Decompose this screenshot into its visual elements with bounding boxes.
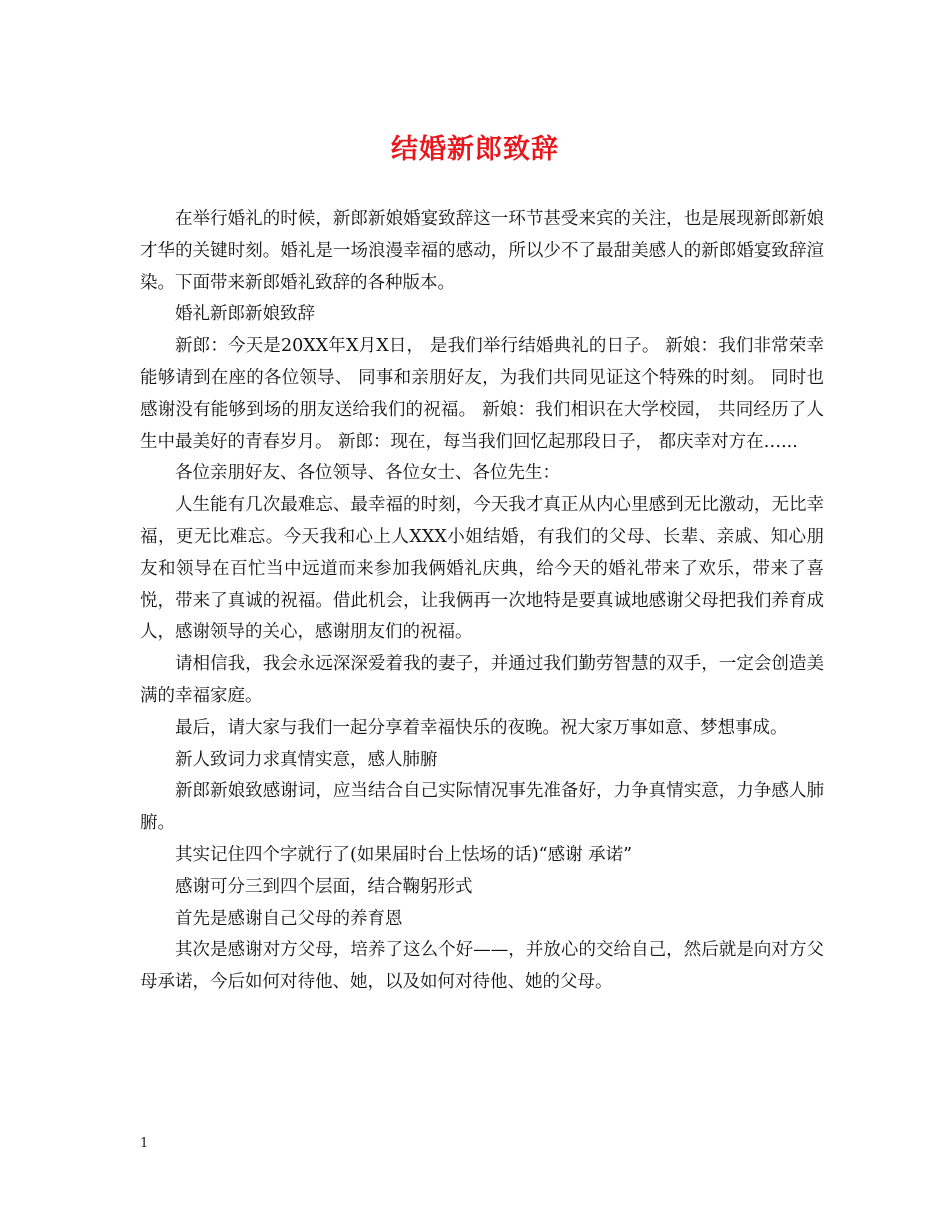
body-paragraph: 新人致词力求真情实意，感人肺腑 [175,749,438,770]
body-paragraph: 新郎：今天是20XX年X月X日， 是我们举行结婚典礼的日子。 新娘：我们非常荣幸能够请到在座的各位领导、 同事和亲朋好友，为我们共同见证这个特殊的时刻。 同时也感谢没有能够到场的朋友送给我们的祝福。 新娘：我们相识在大学校园， 共同经历了人生中最美好的青春岁月。 新郎：现在，每当我们回忆起那段日子， 都庆幸对方在…... [140,336,824,452]
body-paragraph: 首先是感谢自己父母的养育恩 [175,908,403,929]
document-title: 结婚新郎致辞 [391,134,559,165]
body-paragraph: 其实记住四个字就行了(如果届时台上怯场的话)“感谢 承诺” [175,844,633,865]
page-number: 1 [140,1136,149,1151]
body-paragraph: 新郎新娘致感谢词，应当结合自己实际情况事先准备好，力争真情实意，力争感人肺腑。 [140,781,824,834]
body-paragraph: 感谢可分三到四个层面，结合鞠躬形式 [175,876,473,897]
body-paragraph: 其次是感谢对方父母，培养了这么个好——，并放心的交给自己，然后就是向对方父母承诺，今后如何对待他、她，以及如何对待他、她的父母。 [140,940,824,993]
body-paragraph: 人生能有几次最难忘、最幸福的时刻，今天我才真正从内心里感到无比激动，无比幸福，更无比难忘。今天我和心上人XXX小姐结婚，有我们的父母、长辈、亲戚、知心朋友和领导在百忙当中远道而来参加我俩婚礼庆典，给今天的婚礼带来了欢乐，带来了喜悦，带来了真诚的祝福。借此机会，让我俩再一次地特是要真诚地感谢父母把我们养育成人，感谢领导的关心，感谢朋友们的祝福。 [140,495,824,643]
body-paragraph: 请相信我，我会永远深深爱着我的妻子，并通过我们勤劳智慧的双手，一定会创造美满的幸福家庭。 [140,654,824,706]
body-paragraph: 各位亲朋好友、各位领导、各位女士、各位先生： [175,463,560,484]
document-body [140,204,824,999]
body-paragraph: 婚礼新郎新娘致辞 [175,304,315,325]
body-paragraph: 在举行婚礼的时候，新郎新娘婚宴致辞这一环节甚受来宾的关注，也是展现新郎新娘才华的关键时刻。婚礼是一场浪漫幸福的感动，所以少不了最甜美感人的新郎婚宴致辞渲染。下面带来新郎婚礼致辞的各种版本。 [140,209,824,293]
body-paragraph: 最后，请大家与我们一起分享着幸福快乐的夜晚。祝大家万事如意、梦想事成。 [175,717,788,738]
